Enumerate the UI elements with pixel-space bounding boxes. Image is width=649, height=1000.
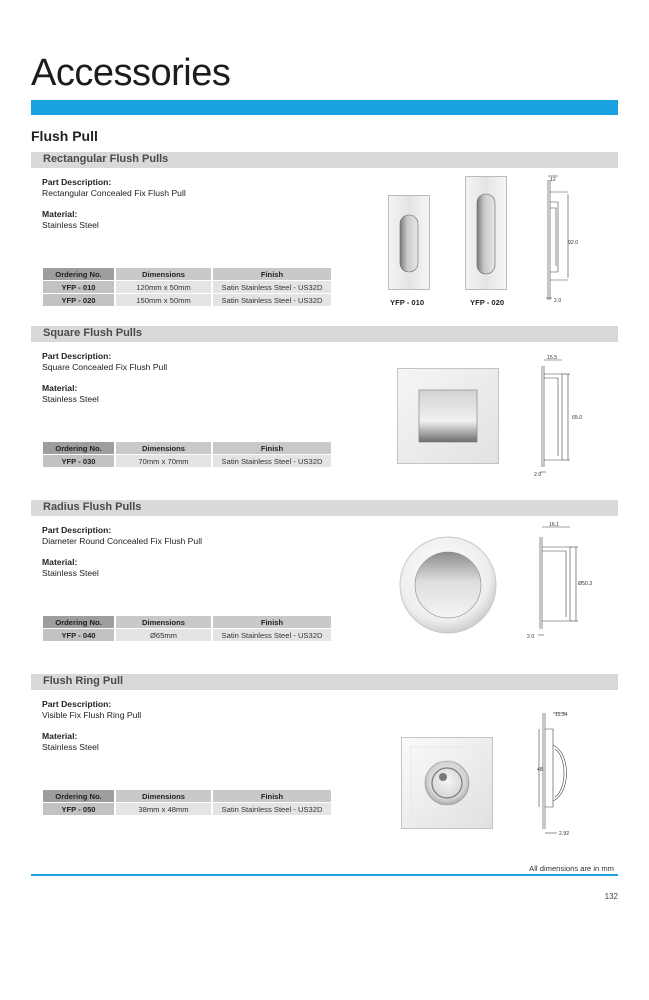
part-description-text: Diameter Round Concealed Fix Flush Pull bbox=[42, 535, 203, 546]
spec-table bbox=[41, 615, 333, 642]
ring-pull-side-drawing bbox=[533, 705, 593, 840]
part-description-text: Square Concealed Fix Flush Pull bbox=[42, 361, 168, 372]
rectangular-pull-small-image bbox=[388, 195, 430, 290]
dimension-diameter: Ø50.3 bbox=[578, 581, 593, 587]
material-text: Stainless Steel bbox=[42, 741, 99, 752]
column-header-ordering: Ordering No. bbox=[43, 442, 114, 454]
dimension-flange: 2.0 bbox=[534, 472, 542, 478]
spec-table bbox=[41, 267, 333, 307]
finish-cell: Satin Stainless Steel - US32D bbox=[213, 629, 331, 641]
rectangular-pull-side-drawing bbox=[540, 172, 590, 307]
part-description-label: Part Description: bbox=[42, 351, 112, 361]
table-row bbox=[43, 294, 331, 306]
dimensions-cell: Ø65mm bbox=[116, 629, 211, 641]
dimension-depth: 11.34 bbox=[555, 712, 568, 718]
product-description-block bbox=[42, 351, 167, 404]
finish-cell: Satin Stainless Steel - US32D bbox=[213, 803, 331, 815]
footer-accent-line bbox=[31, 874, 618, 876]
finish-cell: Satin Stainless Steel - US32D bbox=[213, 281, 331, 293]
category-title: Flush Ring Pull bbox=[43, 675, 124, 687]
dimensions-cell: 150mm x 50mm bbox=[116, 294, 211, 306]
material-label: Material: bbox=[42, 557, 78, 567]
dimension-height: 65.0 bbox=[572, 415, 583, 421]
dimension-depth: 15.5 bbox=[547, 355, 558, 361]
product-description-block bbox=[42, 525, 202, 578]
product-description-block bbox=[42, 177, 186, 230]
square-pull-image bbox=[397, 368, 499, 464]
ordering-number: YFP - 040 bbox=[43, 629, 114, 641]
table-row bbox=[43, 803, 331, 815]
column-header-ordering: Ordering No. bbox=[43, 790, 114, 802]
round-pull-side-drawing bbox=[522, 517, 592, 642]
column-header-ordering: Ordering No. bbox=[43, 268, 114, 280]
dimensions-cell: 120mm x 50mm bbox=[116, 281, 211, 293]
column-header-dimensions: Dimensions bbox=[116, 790, 211, 802]
dimension-depth: 16.1 bbox=[549, 522, 560, 528]
ring-pull-image bbox=[401, 737, 493, 829]
table-header-row bbox=[43, 790, 331, 802]
column-header-finish: Finish bbox=[213, 268, 331, 280]
table-row bbox=[43, 629, 331, 641]
material-label: Material: bbox=[42, 209, 78, 219]
dimension-depth: 12 bbox=[550, 177, 556, 183]
finish-cell: Satin Stainless Steel - US32D bbox=[213, 294, 331, 306]
dimensions-cell: 38mm x 48mm bbox=[116, 803, 211, 815]
column-header-dimensions: Dimensions bbox=[116, 616, 211, 628]
material-text: Stainless Steel bbox=[42, 393, 99, 404]
column-header-dimensions: Dimensions bbox=[116, 442, 211, 454]
column-header-finish: Finish bbox=[213, 616, 331, 628]
dimension-height: 92.0 bbox=[568, 240, 579, 246]
column-header-finish: Finish bbox=[213, 790, 331, 802]
category-bar-radius bbox=[31, 500, 618, 516]
page-number: 132 bbox=[604, 892, 618, 901]
column-header-finish: Finish bbox=[213, 442, 331, 454]
dimension-flange: 2.0 bbox=[527, 634, 535, 640]
footer-note: All dimensions are in mm bbox=[529, 864, 614, 873]
section-heading: Flush Pull bbox=[31, 128, 98, 144]
ordering-number: YFP - 050 bbox=[43, 803, 114, 815]
part-description-label: Part Description: bbox=[42, 177, 112, 187]
part-description-label: Part Description: bbox=[42, 699, 112, 709]
part-description-label: Part Description: bbox=[42, 525, 112, 535]
category-bar-ring bbox=[31, 674, 618, 690]
dimension-flange: 2.0 bbox=[554, 298, 562, 304]
dimension-height: 48 bbox=[537, 767, 543, 773]
part-description-text: Visible Fix Flush Ring Pull bbox=[42, 709, 142, 720]
title-accent-bar bbox=[31, 100, 618, 115]
table-header-row bbox=[43, 268, 331, 280]
material-label: Material: bbox=[42, 383, 78, 393]
ordering-number: YFP - 010 bbox=[43, 281, 114, 293]
table-row bbox=[43, 281, 331, 293]
rectangular-pull-large-image bbox=[465, 176, 507, 290]
table-row bbox=[43, 455, 331, 467]
material-label: Material: bbox=[42, 731, 78, 741]
category-title: Rectangular Flush Pulls bbox=[43, 153, 169, 165]
product-image-label: YFP - 020 bbox=[470, 298, 505, 307]
column-header-dimensions: Dimensions bbox=[116, 268, 211, 280]
part-description-text: Rectangular Concealed Fix Flush Pull bbox=[42, 187, 186, 198]
spec-table bbox=[41, 789, 333, 816]
product-description-block bbox=[42, 699, 141, 752]
category-bar-square bbox=[31, 326, 618, 342]
category-title: Square Flush Pulls bbox=[43, 327, 143, 339]
category-bar-rectangular bbox=[31, 152, 618, 168]
square-pull-side-drawing bbox=[528, 352, 590, 482]
finish-cell: Satin Stainless Steel - US32D bbox=[213, 455, 331, 467]
product-image-label: YFP - 010 bbox=[390, 298, 425, 307]
column-header-ordering: Ordering No. bbox=[43, 616, 114, 628]
table-header-row bbox=[43, 616, 331, 628]
page-title: Accessories bbox=[31, 52, 231, 94]
dimensions-cell: 70mm x 70mm bbox=[116, 455, 211, 467]
round-pull-image bbox=[399, 536, 497, 634]
table-header-row bbox=[43, 442, 331, 454]
dimension-flange: 2.92 bbox=[559, 831, 570, 837]
category-title: Radius Flush Pulls bbox=[43, 501, 142, 513]
spec-table bbox=[41, 441, 333, 468]
ordering-number: YFP - 030 bbox=[43, 455, 114, 467]
material-text: Stainless Steel bbox=[42, 567, 99, 578]
ordering-number: YFP - 020 bbox=[43, 294, 114, 306]
material-text: Stainless Steel bbox=[42, 219, 99, 230]
